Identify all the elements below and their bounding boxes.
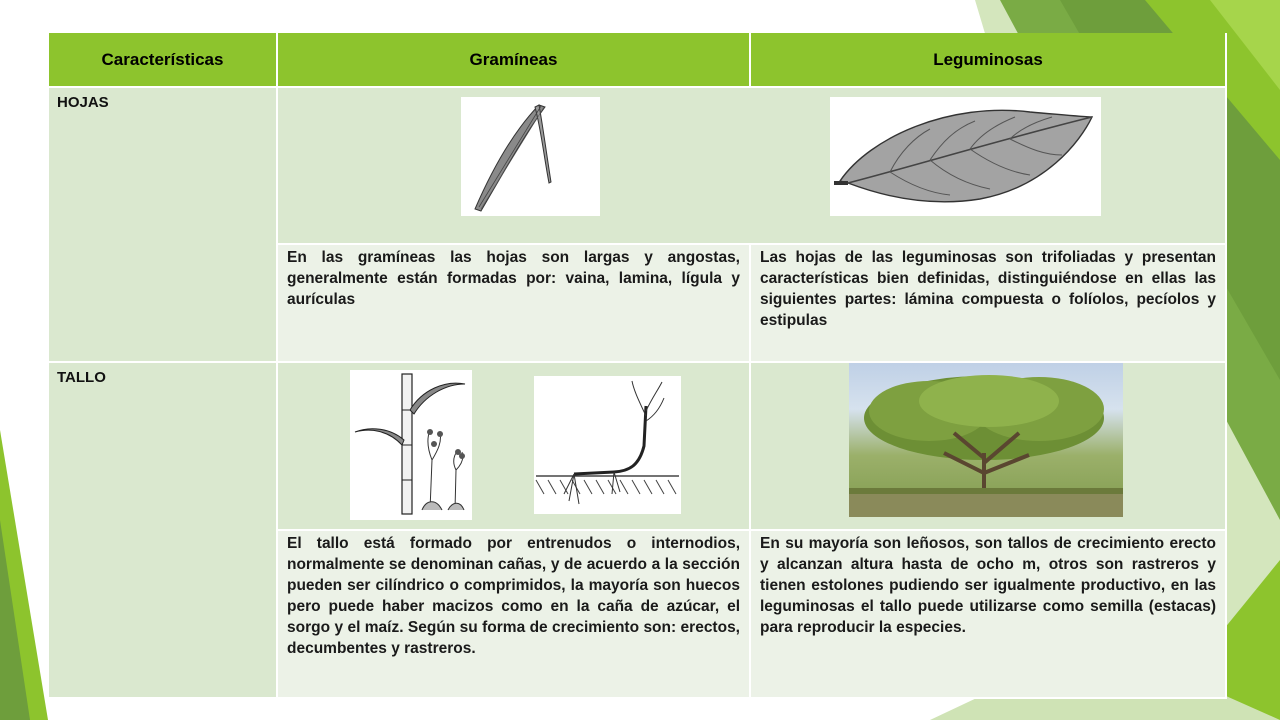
grass-stem-creeping-illustration	[534, 376, 681, 514]
header-gramineas: Gramíneas	[277, 33, 750, 87]
cell-leguminosa-stem-image	[750, 362, 1226, 530]
header-row	[49, 33, 1226, 87]
graminea-tallo-text: El tallo está formado por entrenudos o internodios, normalmente se denominan cañas, y de acuerdo a la sección pueden ser cilíndrico o comprimidos, la mayoría son huecos pero puede haber macizos como en la caña de azúcar, el sorgo y el maíz. Según su forma de crecimiento son: erectos, decumbentes y rastreros.	[277, 530, 750, 698]
cell-graminea-stem-images	[277, 362, 750, 530]
grass-stem-erect-illustration	[350, 370, 472, 520]
leguminosa-tallo-text: En su mayoría son leñosos, son tallos de crecimiento erecto y alcanzan altura hasta de ocho m, otros son rastreros y tienen estolones pudiendo ser igualmente productivo, en las leguminosas el tallo puede utilizarse como semilla (estacas) para reproducir la especies.	[750, 530, 1226, 698]
table-row-tallo-images	[49, 362, 1226, 530]
grass-leaf-illustration	[461, 97, 600, 216]
cell-graminea-leaf-image	[277, 87, 1226, 244]
graminea-hojas-text: En las gramíneas las hojas son largas y angostas, generalmente están formadas por: vaina, lamina, lígula y aurículas	[277, 244, 750, 362]
table-row-hojas-images	[49, 87, 1226, 244]
legume-leaf-illustration	[830, 97, 1101, 216]
row-label-hojas: HOJAS	[49, 87, 277, 362]
row-label-tallo: TALLO	[49, 362, 277, 698]
comparison-table	[49, 33, 1227, 699]
header-leguminosas: Leguminosas	[750, 33, 1226, 87]
leguminosa-hojas-text: Las hojas de las leguminosas son trifoliadas y presentan características bien definidas, distinguiéndose en ellas las siguientes partes: lámina compuesta o folíolos, pecíolos y estipulas	[750, 244, 1226, 362]
legume-tree-photo	[849, 363, 1123, 517]
header-caracteristicas: Características	[49, 33, 277, 87]
